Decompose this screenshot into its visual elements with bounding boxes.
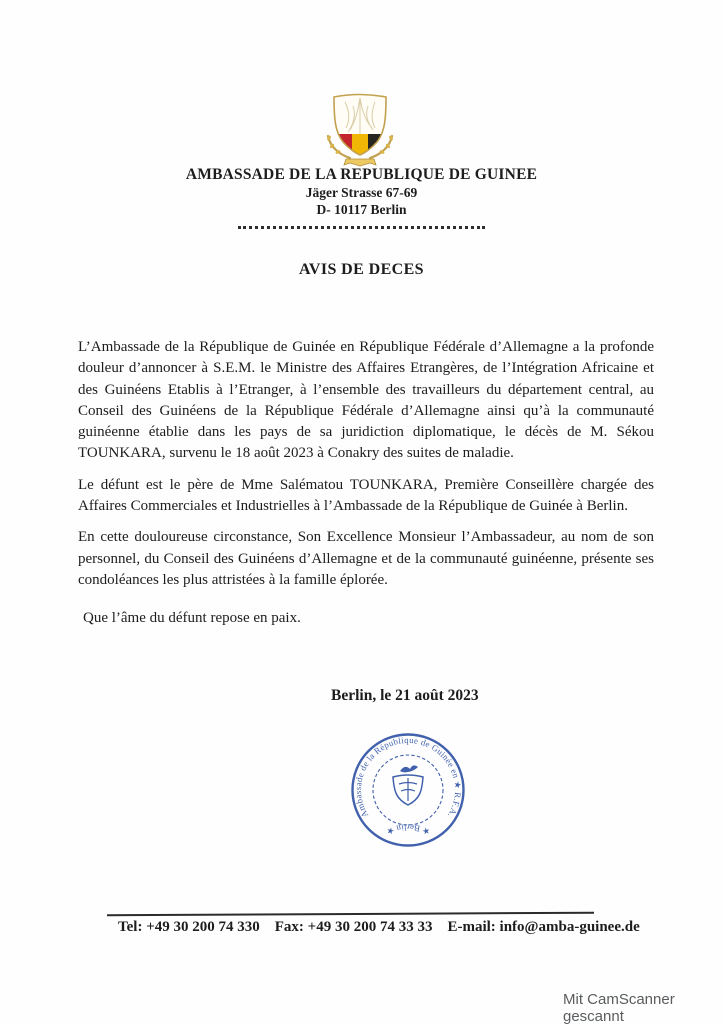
stamp-ring-text: Ambassade de la République de Guinée en ★ R.F.A.	[352, 734, 464, 820]
embassy-seal-stamp	[349, 731, 467, 849]
svg-text:Ambassade de la République de	[353, 735, 463, 820]
org-name: AMBASSADE DE LA REPUBLIQUE DE GUINEE	[185, 166, 538, 183]
body-paragraph: Le défunt est le père de Mme Salématou TOUNKARA, Première Conseillère chargée des Affaires Commerciales et Industrielles à l’Ambassade de la République de Guinée à Berlin.	[78, 476, 654, 515]
dotted-separator	[238, 226, 485, 229]
footer-tel: Tel: +49 30 200 74 330	[118, 919, 260, 935]
stamp-center-emblem	[393, 775, 423, 805]
address-line-1: Jäger Strasse 67-69	[305, 185, 418, 200]
footer-email: E-mail: info@amba-guinee.de	[447, 919, 640, 935]
address-line-2: D- 10117 Berlin	[316, 202, 407, 217]
stamp-dove-icon	[400, 765, 418, 772]
svg-text:★ Berlin ★	[384, 822, 431, 837]
stamp-ring-text-bottom: ★ Berlin ★	[384, 822, 432, 838]
footer-rule	[107, 912, 594, 917]
letterhead	[0, 166, 723, 229]
letter-body	[78, 337, 654, 640]
closing-sentence: Que l’âme du défunt repose en paix.	[83, 610, 301, 627]
date-line: Berlin, le 21 août 2023	[331, 687, 479, 704]
document-title: AVIS DE DECES	[299, 261, 424, 278]
footer-contacts	[118, 919, 640, 936]
camscanner-watermark: Mit CamScanner gescannt	[563, 991, 675, 1024]
guinea-coat-of-arms-icon	[320, 90, 400, 174]
body-paragraph: L’Ambassade de la République de Guinée en République Fédérale d’Allemagne a la profonde douleur d’annoncer à S.E.M. le Ministre des Affaires Etrangères, de l’Intégration Africaine et des Guinéens Etablis à l’Etranger, à l’ensemble des travailleurs du département central, au Conseil des Guinéens de la République Fédérale d’Allemagne ainsi qu’à la communauté guinéenne établie dans les pays de sa juridiction diplomatique, le décès de M. Sékou TOUNKARA, survenu le 18 août 2023 à Conakry des suites de maladie.	[78, 339, 654, 462]
body-paragraph: En cette douloureuse circonstance, Son Excellence Monsieur l’Ambassadeur, au nom de son personnel, du Conseil des Guinéens d’Allemagne et de la communauté guinéenne, présente ses condoléances les plus attristées à la famille éplorée.	[78, 529, 654, 588]
footer-fax: Fax: +49 30 200 74 33 33	[274, 919, 433, 935]
